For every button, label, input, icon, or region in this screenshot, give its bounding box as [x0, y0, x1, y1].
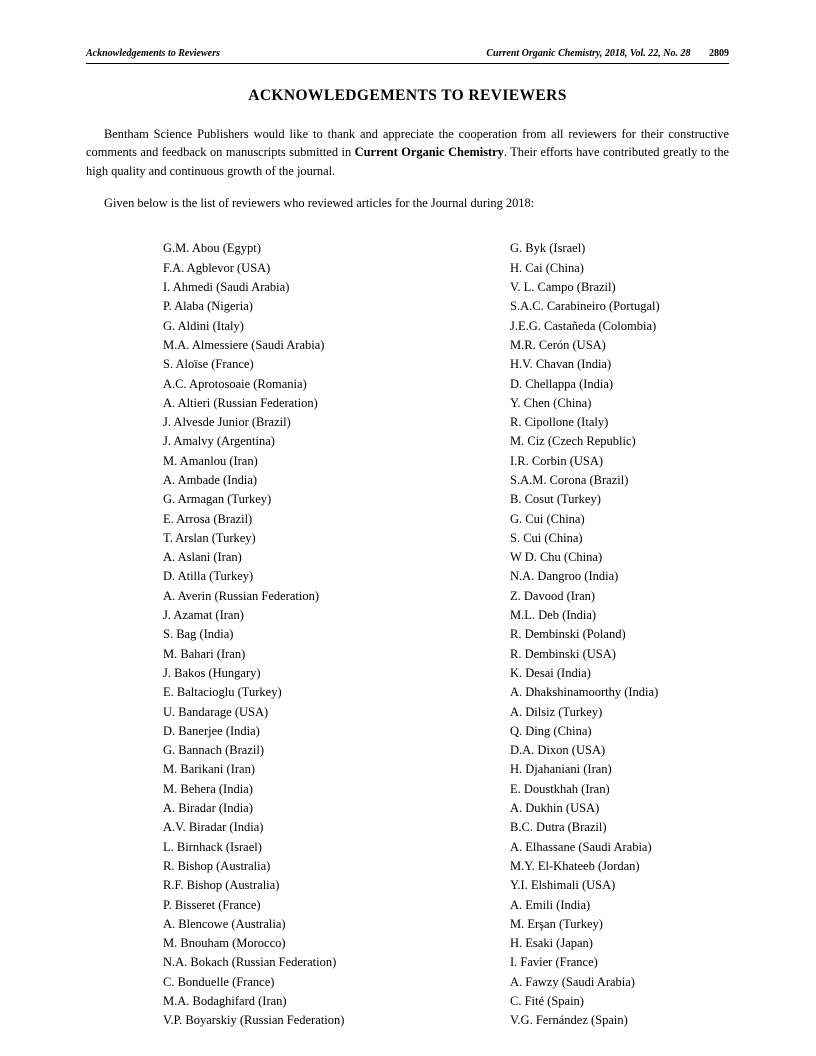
reviewer-name: J. Azamat (Iran): [163, 608, 244, 623]
reviewer-name: A. Elhassane (Saudi Arabia): [510, 839, 652, 854]
reviewer-name: G. Armagan (Turkey): [163, 492, 272, 507]
reviewer-name: J. Amalvy (Argentina): [163, 434, 275, 449]
intro-text-before: Bentham Science Publishers would like to thank and appreciate the cooperation from all reviewers for their constructive comments and feedback on manuscripts submitted in: [86, 127, 729, 160]
reviewer-name: J. Alvesde Junior (Brazil): [163, 415, 291, 430]
reviewer-name: A. Aslani (Iran): [163, 550, 242, 565]
reviewer-name: R.F. Bishop (Australia): [163, 878, 280, 893]
reviewer-name: G. Aldini (Italy): [163, 318, 244, 333]
reviewer-name: C. Fité (Spain): [510, 994, 584, 1009]
reviewer-name: C. Bonduelle (France): [163, 974, 275, 989]
reviewer-name: H. Cai (China): [510, 260, 584, 275]
reviewer-name: S.A.C. Carabineiro (Portugal): [510, 299, 660, 314]
reviewer-name: M. Ciz (Czech Republic): [510, 434, 636, 449]
reviewer-name: V. L. Campo (Brazil): [510, 280, 616, 295]
reviewer-name: H. Djahaniani (Iran): [510, 762, 612, 777]
page-title: ACKNOWLEDGEMENTS TO REVIEWERS: [248, 87, 567, 104]
reviewer-name: E. Doustkhah (Iran): [510, 781, 610, 796]
reviewer-name: M.A. Bodaghifard (Iran): [163, 994, 287, 1009]
intro-text-after: . Their efforts have contributed greatly to the high quality and continuous growth of the journal.: [86, 145, 730, 178]
reviewer-name: R. Dembinski (USA): [510, 646, 616, 661]
reviewer-name: N.A. Dangroo (India): [510, 569, 619, 584]
reviewer-name: P. Alaba (Nigeria): [163, 299, 253, 314]
reviewer-columns: [86, 239, 729, 1030]
reviewer-name: A.V. Biradar (India): [163, 820, 264, 835]
reviewer-name: M. Bnouham (Morocco): [163, 936, 286, 951]
reviewer-name: F.A. Agblevor (USA): [163, 260, 271, 275]
reviewer-name: M.L. Deb (India): [510, 608, 597, 623]
reviewer-name: S. Aloïse (France): [163, 357, 254, 372]
reviewer-name: S. Bag (India): [163, 627, 234, 642]
reviewer-name: A. Blencowe (Australia): [163, 916, 286, 931]
reviewer-name: M.Y. El-Khateeb (Jordan): [510, 858, 640, 873]
reviewer-name: J. Bakos (Hungary): [163, 665, 261, 680]
reviewer-name: I. Ahmedi (Saudi Arabia): [163, 280, 290, 295]
reviewer-name: M.A. Almessiere (Saudi Arabia): [163, 337, 325, 352]
reviewer-name: S.A.M. Corona (Brazil): [510, 473, 629, 487]
reviewer-name: A. Averin (Russian Federation): [163, 588, 319, 603]
intro-paragraph: [86, 125, 729, 180]
reviewer-name: A.C. Aprotosoaie (Romania): [163, 376, 307, 391]
reviewer-name: M. Bahari (Iran): [163, 646, 246, 661]
reviewer-name: S. Cui (China): [510, 530, 583, 545]
page-header: [86, 48, 729, 59]
reviewer-name: T. Arslan (Turkey): [163, 530, 256, 545]
reviewer-name: R. Dembinski (Poland): [510, 627, 626, 642]
journal-name-bold: Current Organic Chemistry: [354, 145, 504, 160]
reviewer-name: H.V. Chavan (India): [510, 357, 612, 372]
reviewer-name: V.P. Boyarskiy (Russian Federation): [163, 1013, 345, 1028]
reviewer-name: I.R. Corbin (USA): [510, 453, 604, 468]
page-number: 2809: [709, 48, 729, 59]
reviewer-name: A. Emili (India): [510, 897, 591, 912]
reviewer-name: M. Erşan (Turkey): [510, 916, 603, 931]
reviewer-name: Y.I. Elshimali (USA): [510, 878, 616, 893]
reviewer-name: B.C. Dutra (Brazil): [510, 820, 607, 835]
reviewer-name: U. Bandarage (USA): [163, 704, 269, 719]
running-head-right: [486, 48, 729, 59]
reviewer-name: E. Baltacioglu (Turkey): [163, 685, 282, 700]
reviewer-name: M. Amanlou (Iran): [163, 453, 258, 468]
reviewer-name: D. Atilla (Turkey): [163, 569, 254, 584]
reviewer-name: L. Birnhack (Israel): [163, 839, 262, 854]
reviewer-name: R. Bishop (Australia): [163, 858, 271, 873]
reviewer-name: G. Byk (Israel): [510, 241, 586, 256]
running-head-left: Acknowledgements to Reviewers: [86, 48, 220, 59]
reviewer-name: A. Dukhin (USA): [510, 801, 600, 816]
reviewer-name: G. Cui (China): [510, 511, 585, 526]
reviewer-name: W D. Chu (China): [510, 550, 603, 565]
reviewer-name: E. Arrosa (Brazil): [163, 511, 253, 526]
reviewer-name: B. Cosut (Turkey): [510, 492, 601, 507]
reviewer-name: A. Dilsiz (Turkey): [510, 704, 603, 719]
list-intro-paragraph: Given below is the list of reviewers who reviewed articles for the Journal during 2018:: [104, 196, 535, 211]
reviewer-name: K. Desai (India): [510, 665, 591, 680]
reviewer-name: I. Favier (France): [510, 955, 598, 970]
journal-citation: Current Organic Chemistry, 2018, Vol. 22, No. 28: [486, 48, 691, 59]
reviewer-name: R. Cipollone (Italy): [510, 415, 609, 430]
reviewer-name: A. Fawzy (Saudi Arabia): [510, 974, 635, 989]
reviewer-name: M. Barikani (Iran): [163, 762, 255, 777]
reviewer-name: P. Bisseret (France): [163, 897, 261, 912]
reviewer-name: H. Esaki (Japan): [510, 936, 593, 951]
reviewer-name: G. Bannach (Brazil): [163, 743, 265, 758]
reviewer-name: A. Dhakshinamoorthy (India): [510, 685, 659, 700]
reviewer-name: Y. Chen (China): [510, 395, 592, 410]
reviewer-column-left: [163, 239, 510, 1030]
reviewer-column-right: [510, 239, 729, 1030]
reviewer-name: Z. Davood (Iran): [510, 588, 596, 603]
reviewer-name: Q. Ding (China): [510, 723, 592, 738]
reviewer-name: A. Ambade (India): [163, 473, 258, 487]
reviewer-name: D.A. Dixon (USA): [510, 743, 606, 758]
reviewer-name: V.G. Fernández (Spain): [510, 1013, 628, 1028]
reviewer-name: G.M. Abou (Egypt): [163, 241, 261, 256]
reviewer-name: M.R. Cerón (USA): [510, 337, 606, 352]
reviewer-name: D. Chellappa (India): [510, 376, 614, 391]
reviewer-name: J.E.G. Castañeda (Colombia): [510, 318, 657, 333]
reviewer-name: N.A. Bokach (Russian Federation): [163, 955, 337, 970]
reviewer-name: D. Banerjee (India): [163, 723, 260, 738]
header-rule: [86, 63, 729, 64]
reviewer-name: M. Behera (India): [163, 781, 253, 796]
reviewer-name: A. Biradar (India): [163, 801, 253, 816]
reviewer-name: A. Altieri (Russian Federation): [163, 395, 318, 410]
